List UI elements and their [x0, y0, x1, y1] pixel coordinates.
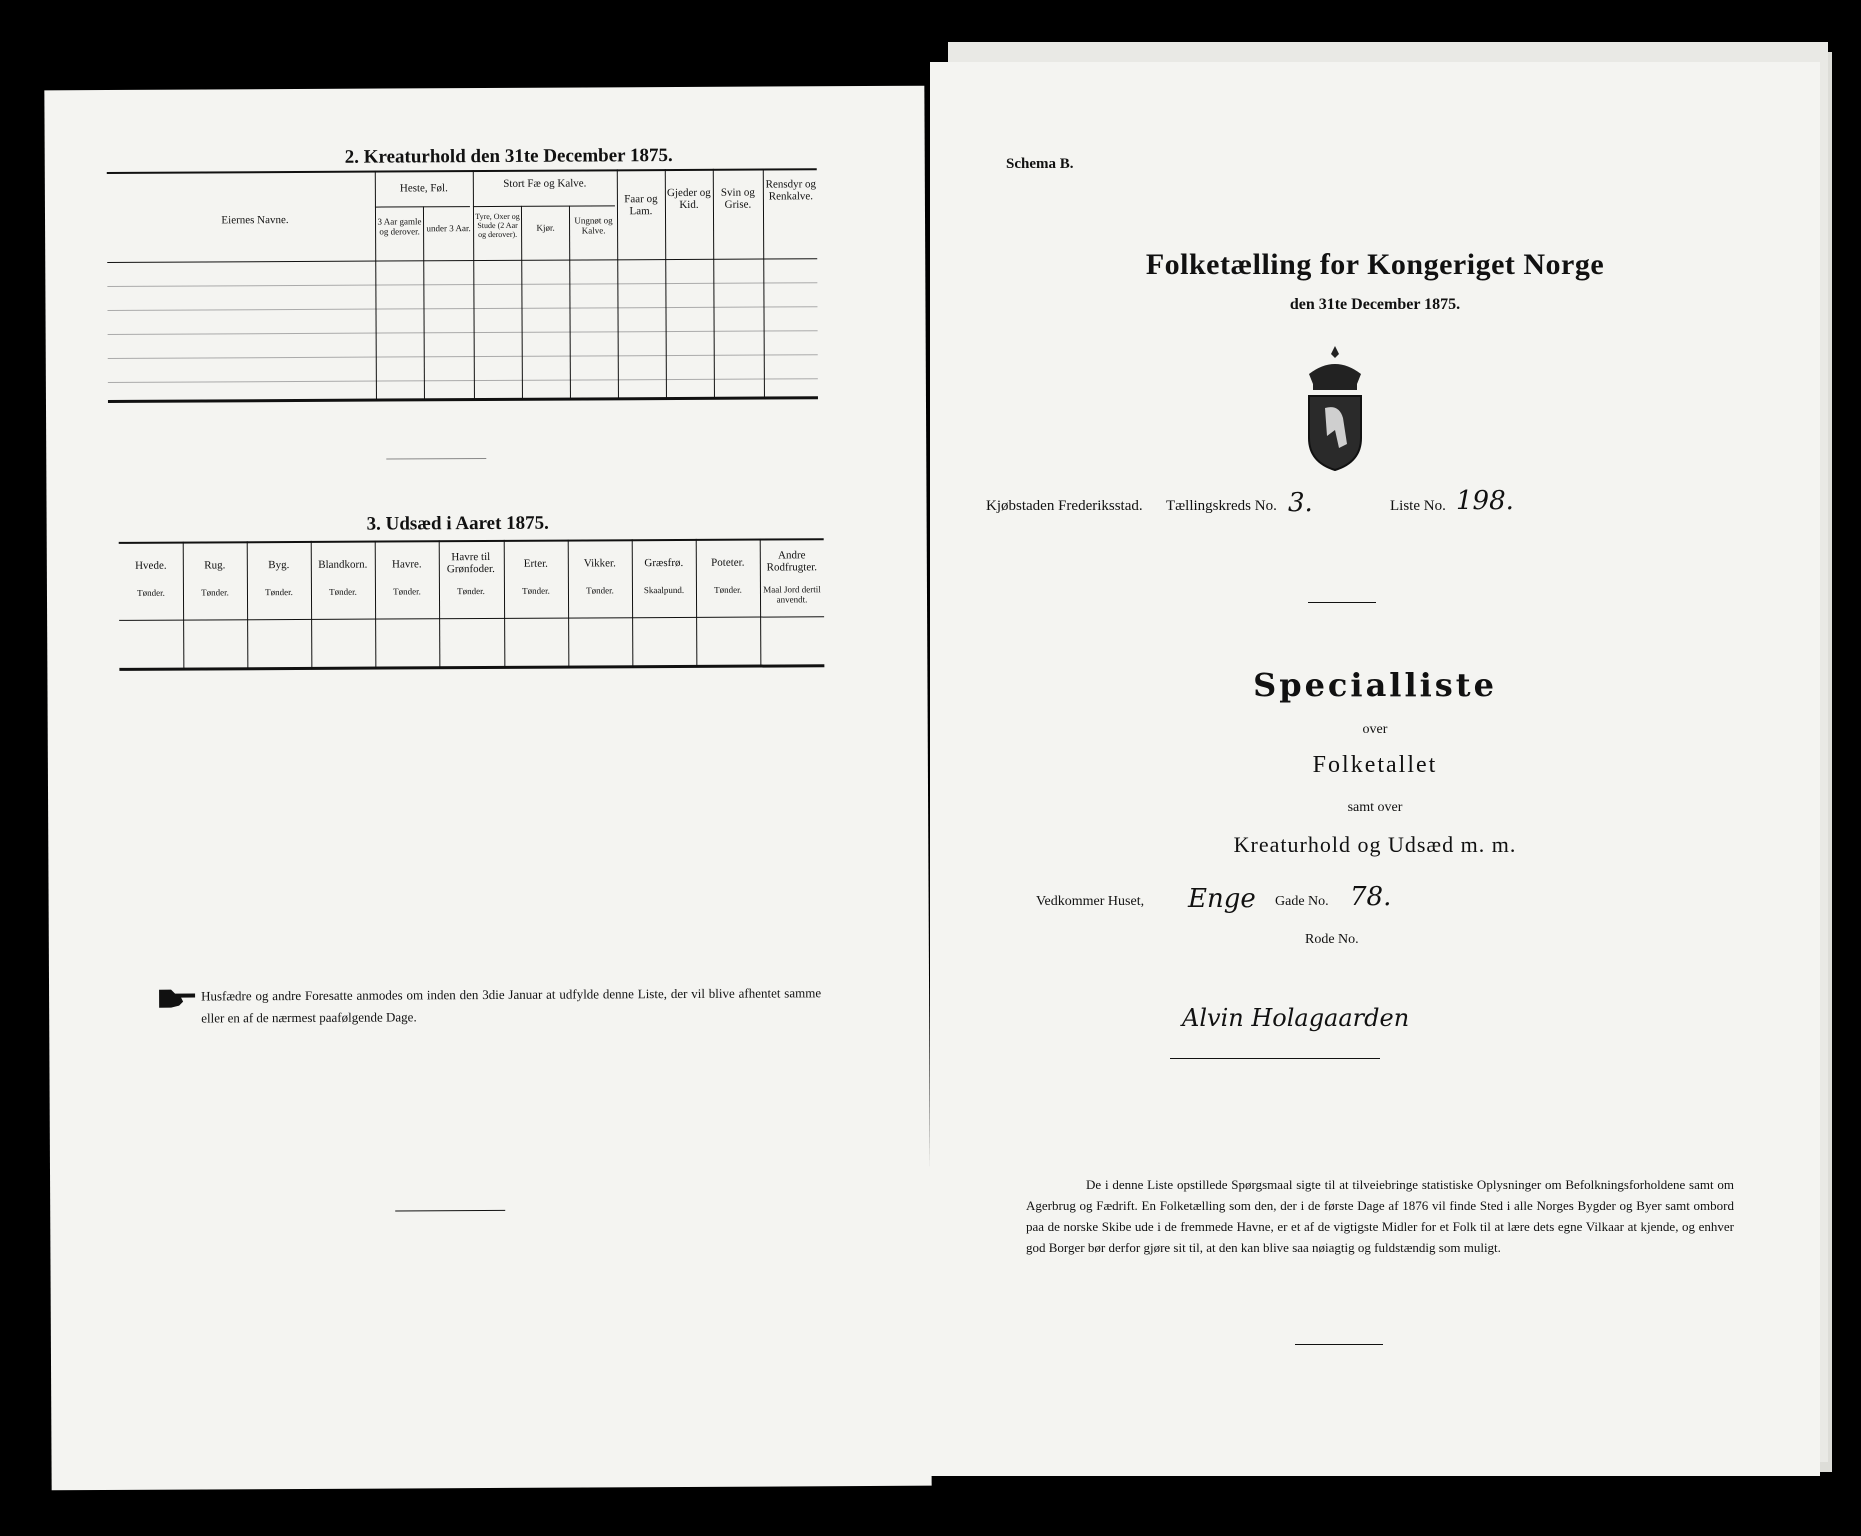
sheep-header: Faar og Lam. [624, 193, 658, 218]
seed-col-unit: Tønder. [393, 586, 421, 597]
right-page [930, 62, 1820, 1476]
owner-col-header: Eiernes Navne. [221, 214, 289, 227]
rode-label: Rode No. [1305, 932, 1359, 947]
list-label: Liste No. [1390, 498, 1446, 514]
pigs-header: Svin og Grise. [720, 186, 755, 211]
seed-col-unit: Tønder. [522, 585, 550, 596]
schema-label: Schema B. [1006, 156, 1074, 172]
signature: Alvin Holagaarden [1182, 1004, 1410, 1032]
reindeer-header: Rensdyr og Renkalve. [765, 178, 817, 203]
seed-col-name: Erter. [523, 557, 548, 570]
over-text: over [1362, 722, 1388, 737]
cattle-young-header: Ungnøt og Kalve. [574, 215, 613, 236]
notice-text: Husfædre og andre Foresatte anmodes om inden den 3die Januar at udfylde denne Liste, der vil blive afhentet samme eller en af de nærmest paafølgende Dage. [201, 985, 822, 1026]
horses-old-header: 3 Aar gamle og derover. [377, 216, 422, 237]
samt-over-text: samt over [1347, 800, 1403, 815]
divider [1308, 602, 1376, 603]
seed-col-name: Andre Rodfrugter. [766, 549, 818, 574]
signature-line [1170, 1058, 1380, 1059]
list-value: 198. [1456, 486, 1514, 516]
seed-col-name: Blandkorn. [318, 558, 368, 571]
kreaturhold-text: Kreaturhold og Udsæd m. m. [1233, 832, 1517, 857]
seed-col-name: Havre. [391, 558, 422, 571]
left-page [44, 86, 931, 1491]
seed-col-unit: Tønder. [201, 587, 229, 598]
city-label: Kjøbstaden Frederiksstad. [986, 498, 1143, 514]
seed-col-name: Hvede. [135, 559, 167, 572]
date-line: den 31te December 1875. [1289, 296, 1461, 313]
folketallet-text: Folketallet [1312, 752, 1438, 778]
seed-col-unit: Tønder. [329, 586, 357, 597]
house-value: Enge [1188, 884, 1256, 914]
seed-col-unit: Tønder. [265, 587, 293, 598]
street-label: Gade No. [1275, 894, 1329, 909]
main-title: Folketælling for Kongeriget Norge [1145, 248, 1605, 281]
horses-young-header: under 3 Aar. [426, 223, 471, 234]
section2-title: 2. Kreaturhold den 31te December 1875. [344, 145, 673, 168]
divider [386, 458, 486, 460]
seed-col-unit: Tønder. [586, 585, 614, 596]
section3-title: 3. Udsæd i Aaret 1875. [366, 512, 549, 535]
bottom-divider [395, 1210, 505, 1212]
cattle-bulls-header: Tyre, Oxer og Stude (2 Aar og derover). [475, 211, 520, 240]
cattle-cows-header: Kjør. [536, 222, 555, 233]
info-paragraph: De i denne Liste opstillede Spørgsmaal sigte til at tilveiebringe statistiske Oplysninger om Befolkningsforholdene samt om Agerbrug og Fædrift. En Folketælling som den, der i de første Dage af 1876 vil finde Sted i alle Norges Bygder og Byer samt ombord paa de norske Skibe ude i de fremmede Havne, er et af de vigtigste Midler for et Folk til at lære dets egne Vilkaar at kjende, og enhver god Borger bør derfor gjøre sit til, at den kan blive saa nøiagtig og fuldstændig som muligt. [1026, 1177, 1734, 1255]
district-label: Tællingskreds No. [1166, 498, 1277, 514]
goats-header: Gjeder og Kid. [667, 186, 711, 211]
district-value: 3. [1288, 488, 1313, 518]
horses-header: Heste, Føl. [399, 182, 448, 195]
seed-col-name: Poteter. [711, 556, 745, 569]
cattle-header: Stort Fæ og Kalve. [503, 177, 587, 190]
seed-col-unit: Skaalpund. [643, 584, 685, 596]
street-value: 78. [1350, 882, 1392, 912]
coat-of-arms-icon [1295, 344, 1375, 474]
seed-col-name: Byg. [268, 559, 290, 572]
house-label: Vedkommer Huset, [1036, 894, 1145, 909]
seed-col-unit: Tønder. [457, 586, 485, 597]
pointing-hand-icon [157, 986, 197, 1012]
seed-col-unit: Tønder. [137, 587, 165, 598]
seed-col-name: Rug. [204, 559, 226, 572]
seed-col-name: Havre til Grønfoder. [446, 550, 495, 576]
seed-col-name: Vikker. [583, 557, 616, 570]
seed-col-unit: Tønder. [714, 584, 742, 595]
bottom-divider [1295, 1344, 1383, 1345]
special-title: Specialliste [1253, 666, 1497, 704]
seed-col-unit: Maal Jord dertil anvendt. [763, 584, 821, 605]
seed-col-name: Græsfrø. [644, 556, 684, 570]
